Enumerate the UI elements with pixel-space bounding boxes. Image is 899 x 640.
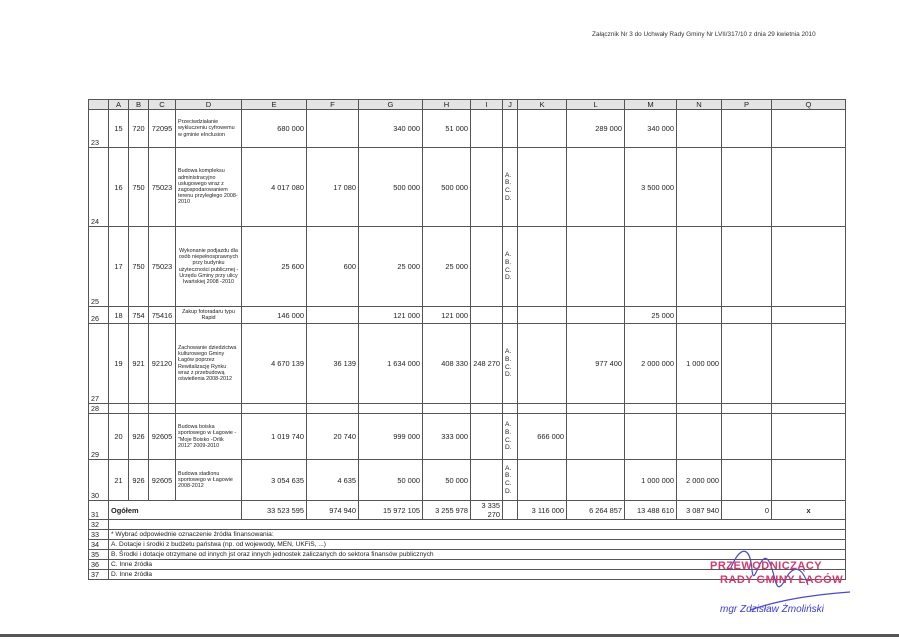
cell-m [625,227,677,307]
col-header: H [423,100,471,110]
cell-h: 25 000 [423,227,471,307]
cell-c: 92605 [149,414,176,460]
cell-c: 75023 [149,148,176,227]
row-number: 32 [89,520,109,530]
cell-g: 1 634 000 [359,324,423,404]
total-label: Ogółem [109,501,242,520]
cell-m: 25 000 [625,307,677,324]
cell-p [722,324,772,404]
cell-k [518,460,567,501]
cell-g: 340 000 [359,110,423,148]
cell-q [772,307,846,324]
cell-description: Budowa stadionu sportowego w Łagowie 2008-2012 [176,460,242,501]
col-header: G [359,100,423,110]
cell-k [518,227,567,307]
cell-c: 75416 [149,307,176,324]
row-number: 23 [89,110,109,148]
col-header: P [722,100,772,110]
cell-n [677,414,722,460]
note-row [89,520,846,530]
col-header: C [149,100,176,110]
cell-i [471,307,503,324]
cell-k [518,307,567,324]
cell-i [471,148,503,227]
cell-e: 3 054 635 [242,460,307,501]
cell-b: 720 [129,110,149,148]
cell-b: 921 [129,324,149,404]
table-row [89,414,846,460]
table-row [89,227,846,307]
cell-a: 20 [109,414,129,460]
cell-h: 500 000 [423,148,471,227]
total-h: 3 255 978 [423,501,471,520]
col-header: J [503,100,518,110]
total-n: 3 087 940 [677,501,722,520]
cell-l: 977 400 [567,324,625,404]
col-header: Q [772,100,846,110]
cell-q [772,148,846,227]
row-number: 34 [89,540,109,550]
note-text: A. Dotacje i środki z budżetu państwa (np. od wojewody, MEN, UKFiS, ...) [109,540,846,550]
cell-m: 1 000 000 [625,460,677,501]
cell-n [677,227,722,307]
cell-i [471,460,503,501]
col-header: L [567,100,625,110]
row-number: 27 [89,324,109,404]
cell-m: 2 000 000 [625,324,677,404]
col-header: D [176,100,242,110]
cell-f [307,110,359,148]
cell-f: 20 740 [307,414,359,460]
col-header: M [625,100,677,110]
cell-description: Zachowanie dziedzictwa kulturowego Gminy Łagów poprzez Rewitalizację Rynku wraz z przebudową oświetlenia 2008-2012 [176,324,242,404]
cell-p [722,110,772,148]
cell-description: Przeciwdziałanie wykluczeniu cyfrowemu w gminie eInclusion [176,110,242,148]
cell-q [772,227,846,307]
cell-q [772,414,846,460]
cell-j: A. B. C. D. [503,227,518,307]
cell-a: 19 [109,324,129,404]
row-number: 25 [89,227,109,307]
cell-f: 600 [307,227,359,307]
header-note: Załącznik Nr 3 do Uchwały Rady Gminy Nr LVII/317/10 z dnia 29 kwietnia 2010 [592,31,816,38]
cell-h: 121 000 [423,307,471,324]
cell-g: 500 000 [359,148,423,227]
total-m: 13 488 610 [625,501,677,520]
table-row [89,148,846,227]
cell-h: 51 000 [423,110,471,148]
cell-h: 408 330 [423,324,471,404]
total-p: 0 [722,501,772,520]
cell-f: 36 139 [307,324,359,404]
cell-i [471,110,503,148]
cell-f: 17 080 [307,148,359,227]
cell-k [518,324,567,404]
col-header [89,100,109,110]
cell-k [518,148,567,227]
cell-n [677,307,722,324]
cell-j: A. B. C. D. [503,460,518,501]
table-row [89,110,846,148]
row-number: 36 [89,560,109,570]
cell-h: 333 000 [423,414,471,460]
cell-a: 18 [109,307,129,324]
cell-description: Budowa kompleksu administracyjno usługowego wraz z zagospodarowaniem terenu przyległego 2008-2010 [176,148,242,227]
row-number: 29 [89,414,109,460]
note-text [109,520,846,530]
total-g: 15 972 105 [359,501,423,520]
cell-b: 750 [129,227,149,307]
cell-q [772,110,846,148]
stamp-title: PRZEWODNICZĄCY [710,560,823,572]
cell-a: 15 [109,110,129,148]
cell-b: 926 [129,460,149,501]
row-number: 37 [89,570,109,580]
cell-c: 92120 [149,324,176,404]
cell-b: 754 [129,307,149,324]
cell-j: A. B. C. D. [503,414,518,460]
row-number: 28 [89,404,109,414]
cell-j [503,110,518,148]
cell-m: 3 500 000 [625,148,677,227]
total-e: 33 523 595 [242,501,307,520]
row-number: 30 [89,460,109,501]
cell-l [567,227,625,307]
cell-j: A. B. C. D. [503,148,518,227]
cell-c: 75023 [149,227,176,307]
row-number: 24 [89,148,109,227]
cell-c: 72095 [149,110,176,148]
cell-n [677,148,722,227]
cell-i [471,414,503,460]
cell-f [307,307,359,324]
cell-p [722,148,772,227]
total-row [89,501,846,520]
row-number: 35 [89,550,109,560]
cell-l [567,148,625,227]
note-text: D. Inne źródła [109,570,846,580]
cell-q [772,460,846,501]
cell-e: 4 017 080 [242,148,307,227]
cell-n: 2 000 000 [677,460,722,501]
col-header: K [518,100,567,110]
cell-a: 16 [109,148,129,227]
cell-p [722,460,772,501]
note-text: C. Inne źródła [109,560,846,570]
total-f: 974 940 [307,501,359,520]
total-k: 3 116 000 [518,501,567,520]
cell-h: 50 000 [423,460,471,501]
row-number: 33 [89,530,109,540]
cell-q [772,324,846,404]
total-i: 3 335 270 [471,501,503,520]
cell-i: 248 270 [471,324,503,404]
cell-p [722,227,772,307]
cell-description: Budowa boiska sportowego w Łagowie -"Moje Boisko -Orlik 2012" 2009-2010 [176,414,242,460]
stamp-institution: RADY GMINY ŁAGÓW [720,574,844,586]
page-edge-divider [0,634,899,637]
cell-a: 17 [109,227,129,307]
total-q: x [772,501,846,520]
cell-l [567,414,625,460]
cell-p [722,307,772,324]
cell-m [625,414,677,460]
col-header: B [129,100,149,110]
table-row [89,307,846,324]
cell-e: 680 000 [242,110,307,148]
col-header: N [677,100,722,110]
cell-j: A. B. C. D. [503,324,518,404]
total-l: 6 264 857 [567,501,625,520]
cell-g: 50 000 [359,460,423,501]
cell-e: 4 670 139 [242,324,307,404]
header-row [89,100,846,110]
table-row [89,460,846,501]
cell-k: 666 000 [518,414,567,460]
row-number: 31 [89,501,109,520]
note-text: B. Środki i dotacje otrzymane od innych jst oraz innych jednostek zaliczanych do sektora finansów publicznych [109,550,846,560]
cell-b: 750 [129,148,149,227]
note-row [89,530,846,540]
cell-l [567,460,625,501]
col-header: F [307,100,359,110]
cell-n [677,110,722,148]
official-stamp [690,540,870,630]
cell-e: 146 000 [242,307,307,324]
cell-m: 340 000 [625,110,677,148]
table-row [89,404,846,414]
cell-n: 1 000 000 [677,324,722,404]
cell-i [471,227,503,307]
cell-description: Zakup fotoradaru typu Rapid [176,307,242,324]
cell-f: 4 635 [307,460,359,501]
cell-a: 21 [109,460,129,501]
cell-e: 1 019 740 [242,414,307,460]
investment-table [88,99,846,580]
cell-b: 926 [129,414,149,460]
table-row [89,324,846,404]
col-header: A [109,100,129,110]
cell-g: 121 000 [359,307,423,324]
col-header: I [471,100,503,110]
cell-k [518,110,567,148]
cell-c: 92605 [149,460,176,501]
cell-description: Wykonanie podjazdu dla osób niepełnosprawnych przy budynku użyteczności publicznej - Urzędu Gminy przy ulicy Iwańskiej 2008 -2010 [176,227,242,307]
cell-g: 999 000 [359,414,423,460]
cell-e: 25 600 [242,227,307,307]
cell-g: 25 000 [359,227,423,307]
row-number: 26 [89,307,109,324]
cell-l: 289 000 [567,110,625,148]
note-text: * Wybrać odpowiednie oznaczenie źródła finansowania: [109,530,846,540]
cell-l [567,307,625,324]
col-header: E [242,100,307,110]
stamp-signatory: mgr Zdzisław Żmoliński [720,604,824,615]
cell-j [503,307,518,324]
cell-p [722,414,772,460]
